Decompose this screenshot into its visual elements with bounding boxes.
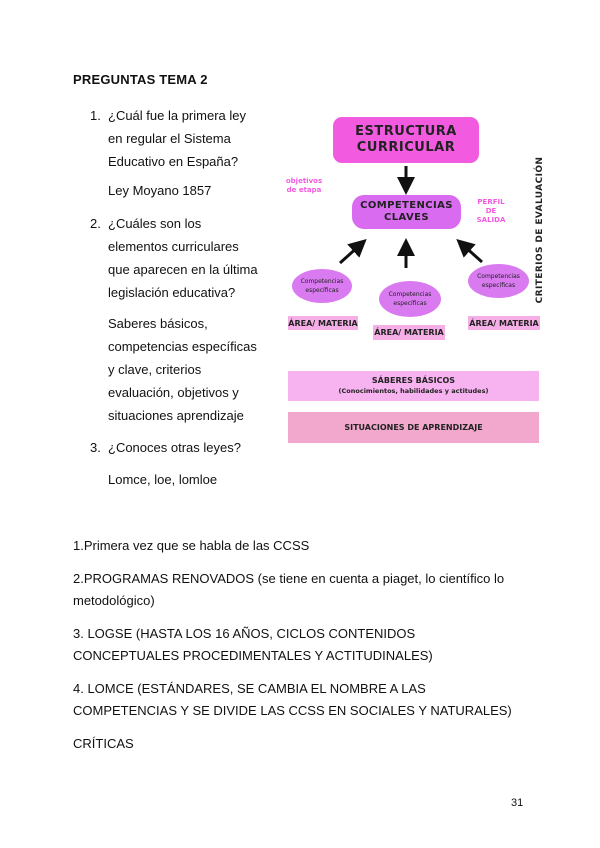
paragraph-4 bbox=[73, 678, 543, 722]
estructura-line: CURRICULAR bbox=[356, 140, 456, 155]
question-number: 1. bbox=[90, 108, 101, 123]
paragraph-line: 1.Primera vez que se habla de las CCSS bbox=[73, 538, 310, 553]
objetivos-de-etapa-label bbox=[282, 177, 326, 195]
competencias-claves-box bbox=[352, 195, 461, 229]
situaciones-aprendizaje-box: SITUACIONES DE APRENDIZAJE bbox=[288, 412, 539, 443]
area-materia-center: ÁREA/ MATERIA bbox=[373, 325, 445, 340]
perfil-line: SALIDA bbox=[476, 216, 506, 224]
question-line: ¿Conoces otras leyes? bbox=[108, 440, 241, 455]
perfil-line: PERFIL bbox=[477, 198, 505, 206]
question-line: elementos curriculares bbox=[108, 239, 239, 254]
paragraph-2 bbox=[73, 568, 543, 612]
perfil-line: DE bbox=[485, 207, 497, 215]
question-number: 2. bbox=[90, 216, 101, 231]
especificas-line: Competencias bbox=[388, 291, 432, 298]
paragraph-line: COMPETENCIAS Y SE DIVIDE LAS CCSS EN SOCIALES Y NATURALES) bbox=[73, 703, 512, 718]
estructura-curricular-box bbox=[333, 117, 479, 163]
paragraph-line: CONCEPTUALES PROCEDIMENTALES Y ACTITUDINALES) bbox=[73, 648, 433, 663]
answer-1 bbox=[108, 179, 268, 202]
arrow-up-left bbox=[340, 245, 360, 263]
question-line: legislación educativa? bbox=[108, 285, 236, 300]
saberes-subtitle: (Conocimientos, habilidades y actitudes) bbox=[338, 387, 489, 395]
answer-line: Lomce, loe, lomloe bbox=[108, 472, 218, 487]
question-line: que aparecen en la última bbox=[108, 262, 258, 277]
answer-line: Saberes básicos, bbox=[108, 316, 208, 331]
criterios-text: CRITERIOS DE EVALUACIÓN bbox=[535, 156, 545, 304]
page-heading: PREGUNTAS TEMA 2 bbox=[73, 72, 208, 87]
saberes-title: SÁBERES BÁSICOS bbox=[371, 376, 456, 385]
arrow-up-right bbox=[463, 245, 482, 262]
question-line: en regular el Sistema bbox=[108, 131, 231, 146]
answer-2 bbox=[108, 312, 268, 427]
especificas-line: específicas bbox=[393, 300, 427, 307]
paragraph-line: metodológico) bbox=[73, 593, 155, 608]
especificas-line: específicas bbox=[481, 282, 516, 289]
paragraph-line: 3. LOGSE (HASTA LOS 16 AÑOS, CICLOS CONTENIDOS bbox=[73, 626, 416, 641]
question-number: 3. bbox=[90, 440, 101, 455]
competencias-line: CLAVES bbox=[384, 212, 429, 223]
answer-line: evaluación, objetivos y bbox=[108, 385, 239, 400]
saberes-basicos-box bbox=[288, 371, 539, 401]
objetivos-line: objetivos bbox=[285, 177, 323, 185]
answer-line: Ley Moyano 1857 bbox=[108, 183, 212, 198]
paragraph-1 bbox=[73, 535, 543, 557]
answer-line: competencias específicas bbox=[108, 339, 257, 354]
question-line: ¿Cuáles son los bbox=[108, 216, 202, 231]
answer-3 bbox=[108, 468, 268, 491]
paragraph-line: CRÍTICAS bbox=[73, 736, 134, 751]
especificas-line: Competencias bbox=[300, 278, 344, 285]
paragraph-3 bbox=[73, 623, 543, 667]
question-line: ¿Cuál fue la primera ley bbox=[108, 108, 246, 123]
answer-line: y clave, criterios bbox=[108, 362, 202, 377]
answer-line: situaciones aprendizaje bbox=[108, 408, 244, 423]
competencias-especificas-center bbox=[379, 281, 441, 317]
estructura-line: ESTRUCTURA bbox=[355, 124, 457, 139]
competencias-line: COMPETENCIAS bbox=[360, 200, 453, 211]
area-materia-left: ÁREA/ MATERIA bbox=[288, 316, 358, 330]
objetivos-line: de etapa bbox=[286, 186, 322, 194]
competencias-especificas-left bbox=[292, 269, 352, 303]
paragraph-line: 4. LOMCE (ESTÁNDARES, SE CAMBIA EL NOMBRE A LAS bbox=[73, 681, 426, 696]
question-line: Educativo en España? bbox=[108, 154, 239, 169]
perfil-de-salida-label bbox=[470, 198, 512, 225]
especificas-line: específicas bbox=[305, 287, 339, 294]
paragraph-line: 2.PROGRAMAS RENOVADOS (se tiene en cuenta a piaget, lo científico lo bbox=[73, 571, 505, 586]
especificas-line: Competencias bbox=[477, 273, 520, 280]
area-materia-right: ÁREA/ MATERIA bbox=[468, 316, 540, 330]
page-number: 31 bbox=[511, 797, 524, 809]
paragraph-5 bbox=[73, 733, 543, 755]
competencias-especificas-right bbox=[468, 264, 529, 298]
